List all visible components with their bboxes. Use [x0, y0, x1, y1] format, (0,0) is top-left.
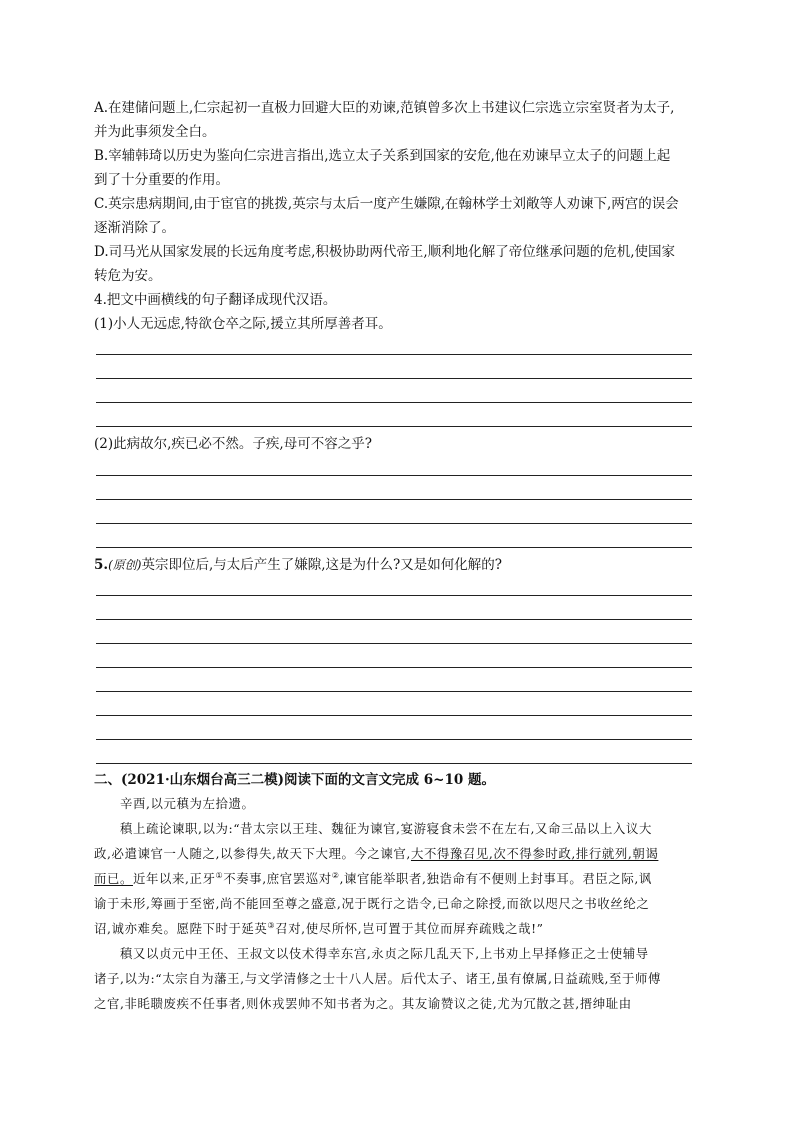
option-d-line2: 转危为安。 — [94, 268, 162, 284]
answer-line[interactable] — [96, 402, 692, 403]
option-b-line2: 到了十分重要的作用。 — [94, 172, 229, 188]
passage-text: 近年以来,正牙 — [132, 871, 216, 886]
option-d-line1: D.司马光从国家发展的长远角度考虑,积极协助两代帝王,顺利地化解了帝位继承问题的危机,使国家 — [94, 244, 676, 260]
answer-line[interactable] — [96, 354, 692, 355]
option-b-line1: B.宰辅韩琦以历史为鉴向仁宗进言指出,选立太子关系到国家的安危,他在劝谏早立太子的问题上起 — [94, 148, 671, 164]
answer-line[interactable] — [96, 691, 692, 692]
passage-p3-line3: 之官,非眊聩废疾不任事者,则休戎罢帅不知书者为之。其友谕赞议之徒,尤为冗散之甚,搢绅耻由 — [94, 996, 632, 1011]
answer-line[interactable] — [96, 763, 692, 764]
option-a-line1: A.在建储问题上,仁宗起初一直极力回避大臣的劝谏,范镇曾多次上书建议仁宗选立宗室贤者为太子, — [94, 100, 675, 116]
passage-text: ,谏官能举职者,独诰命有不便则上封事耳。君臣之际,讽 — [339, 871, 652, 886]
answer-line[interactable] — [96, 378, 692, 379]
answer-line[interactable] — [96, 426, 692, 427]
answer-line[interactable] — [96, 547, 692, 548]
question-4-title: 4.把文中画横线的句子翻译成现代汉语。 — [94, 292, 337, 308]
option-a-line2: 并为此事须发全白。 — [94, 124, 216, 140]
answer-line[interactable] — [96, 619, 692, 620]
passage-text: 政,必遣谏官一人随之,以参得失,故天下大理。今之谏官, — [94, 846, 411, 861]
answer-line[interactable] — [96, 499, 692, 500]
question-4-sentence-1: (1)小人无远虑,特欲仓卒之际,援立其所厚善者耳。 — [94, 316, 392, 332]
question-5-tag: (原创) — [108, 558, 142, 572]
passage-p2-line4: 谕于未形,筹画于至密,尚不能回至尊之盛意,况于既行之诰令,已命之除授,而欲以咫尺之书收丝纶之 — [94, 896, 650, 911]
footnote-marker: ② — [331, 870, 340, 880]
question-5-number: 5. — [94, 557, 109, 573]
question-5 — [94, 556, 704, 574]
passage-p2-line5 — [94, 920, 704, 938]
underlined-sentence: 而已。 — [94, 871, 133, 886]
answer-line[interactable] — [96, 523, 692, 524]
passage-text: 召对,使尽所怀,岂可置于其位而屏弃疏贱之哉!” — [275, 921, 544, 936]
answer-line[interactable] — [96, 739, 692, 740]
answer-line[interactable] — [96, 475, 692, 476]
passage-p2-line2 — [94, 845, 704, 863]
passage-paragraph-1: 辛酉,以元稹为左拾遗。 — [120, 796, 255, 811]
passage-p3-line1: 稹又以贞元中王伾、王叔文以伎术得幸东宫,永贞之际几乱天下,上书劝上早择修正之士使辅导 — [120, 946, 649, 961]
answer-line[interactable] — [96, 715, 692, 716]
answer-line[interactable] — [96, 643, 692, 644]
option-c-line1: C.英宗患病期间,由于宦官的挑拨,英宗与太后一度产生嫌隙,在翰林学士刘敞等人劝谏下,两宫的误会 — [94, 196, 679, 212]
footnote-marker: ③ — [267, 920, 276, 930]
option-c-line2: 逐渐消除了。 — [94, 220, 175, 236]
passage-p2-line1: 稹上疏论谏职,以为:“昔太宗以王珪、魏征为谏官,宴游寝食未尝不在左右,又命三品以上入议大 — [120, 821, 652, 836]
footnote-marker: ① — [215, 870, 224, 880]
answer-line[interactable] — [96, 595, 692, 596]
passage-text: 诏,诚亦难矣。愿陛下时于延英 — [94, 921, 268, 936]
section-2-heading: 二、(2021·山东烟台高三二模)阅读下面的文言文完成 6~10 题。 — [94, 772, 495, 788]
question-4-sentence-2: (2)此病故尔,疾已必不然。子疾,母可不容之乎? — [94, 436, 372, 452]
passage-p3-line2: 诸子,以为:“太宗自为藩王,与文学清修之士十八人居。后代太子、诸王,虽有僚属,日益疏贱,至于师傅 — [94, 971, 662, 986]
underlined-sentence: 大不得豫召见,次不得参时政,排行就列,朝谒 — [410, 846, 659, 861]
passage-p2-line3 — [94, 870, 704, 888]
passage-text: 不奏事,庶官罢巡对 — [223, 871, 332, 886]
question-5-text: 英宗即位后,与太后产生了嫌隙,这是为什么?又是如何化解的? — [141, 557, 503, 573]
answer-line[interactable] — [96, 667, 692, 668]
